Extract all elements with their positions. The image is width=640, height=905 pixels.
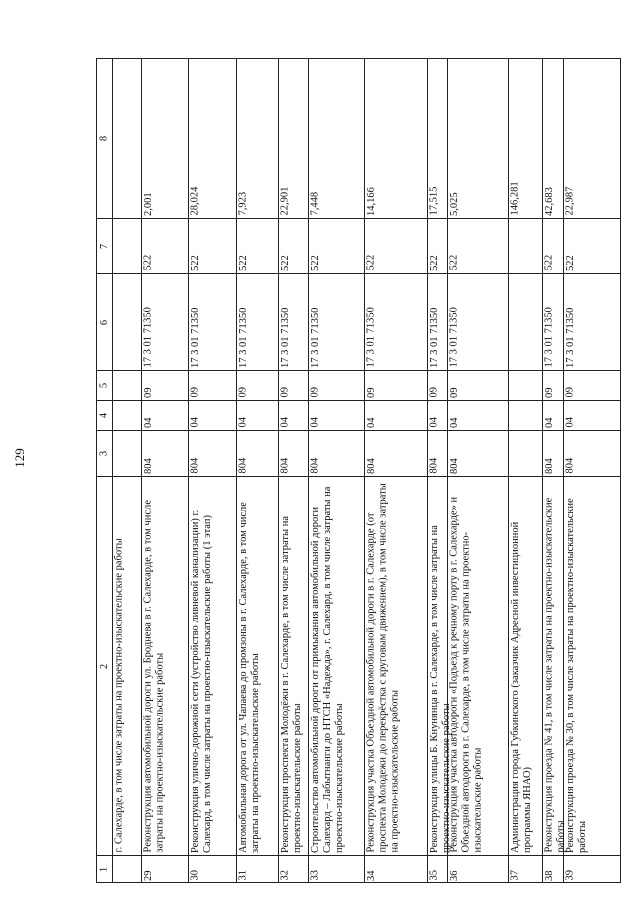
row-number: 38: [543, 870, 555, 881]
row-code-6: [113, 277, 141, 368]
row-number: 39: [564, 870, 576, 881]
row-code-5: 09: [279, 387, 291, 398]
column-header-7: 7: [98, 243, 110, 249]
row-number: 29: [142, 870, 154, 881]
row-code-3: 804: [564, 457, 576, 474]
row-amount: 28,024: [189, 186, 201, 216]
row-amount: 2,001: [142, 191, 154, 216]
row-code-3: 804: [309, 457, 321, 474]
column-header-5: 5: [98, 382, 110, 389]
row-amount: 22,987: [564, 186, 576, 216]
row-code-3: 804: [189, 457, 201, 474]
row-code-4: 04: [142, 417, 154, 428]
column-header-8: 8: [98, 135, 110, 142]
row-name: Реконструкция проспекта Молодёжи в г. Салехарде, в том числе затраты на проектно-изыскательские работы: [279, 515, 303, 853]
row-code-5: [113, 374, 141, 398]
row-code-5: 09: [237, 387, 249, 398]
row-name: Строительство автомобильной дороги от примыкания автомобильной дороги Салехард – Лабытнанги до НТСН «Надежда», г. Салехард, в том числе затраты на проектно-изыскательские работы: [309, 486, 345, 853]
row-name: Реконструкция улицы Б. Кнунянца в г. Салехарде, в том числе затраты на проектно-изыскательские работы: [428, 524, 452, 853]
row-code-3: 804: [365, 457, 377, 474]
column-header-2: 2: [98, 663, 110, 669]
row-amount: 14,166: [365, 186, 377, 216]
row-name: Автомобильная дорога от ул. Чапаева до промзоны в г. Салехарде, в том числе затраты на проектно-изыскательские работы: [237, 501, 261, 853]
row-code-4: 04: [543, 417, 555, 428]
row-amount: 146,281: [509, 181, 521, 216]
row-amount: 5,025: [448, 191, 460, 216]
row-code-6: 17 3 01 71350: [189, 307, 201, 368]
budget-table: [96, 58, 621, 883]
row-code-4: [509, 404, 542, 428]
row-number: 30: [189, 870, 201, 881]
row-code-7: 522: [189, 254, 201, 271]
row-code-7: [113, 222, 141, 271]
row-code-6: 17 3 01 71350: [279, 307, 291, 368]
row-code-7: 522: [543, 254, 555, 271]
row-code-5: 09: [543, 387, 555, 398]
row-code-5: 09: [142, 387, 154, 398]
column-header-6: 6: [98, 319, 110, 325]
row-code-6: 17 3 01 71350: [428, 307, 440, 368]
row-code-4: 04: [309, 417, 321, 428]
row-code-5: 09: [365, 387, 377, 398]
row-code-3: 804: [448, 457, 460, 474]
page-number: 129: [12, 448, 27, 468]
row-code-4: 04: [448, 417, 460, 428]
row-number: 33: [309, 870, 321, 881]
row-name: г. Салехарде, в том числе затраты на проектно-изыскательские работы: [113, 538, 125, 853]
row-code-3: 804: [543, 457, 555, 474]
row-code-4: [113, 404, 141, 428]
row-code-6: 17 3 01 71350: [564, 307, 576, 368]
row-number: 36: [448, 870, 460, 881]
row-code-5: 09: [428, 387, 440, 398]
row-code-7: 522: [428, 254, 440, 271]
row-code-5: 09: [189, 387, 201, 398]
row-name: Реконструкция проезда № 41, в том числе затраты на проектно-изыскательские работы: [543, 497, 567, 853]
row-name: Реконструкция улично-дорожной сети (устройство ливневой канализации) г. Салехард, в том числе затраты на проектно-изыскательские работы (1 этап): [189, 509, 213, 853]
row-code-5: 09: [564, 387, 576, 398]
row-name: Реконструкция участка автодороги «Подъезд к речному порту в г. Салехарде» и Объездной автодороги в г. Салехарде, в том числе затраты на проектно-изыскательские работы: [448, 496, 484, 853]
row-code-7: [509, 222, 542, 271]
row-code-7: 522: [309, 254, 321, 271]
row-code-4: 04: [428, 417, 440, 428]
row-number: [113, 859, 141, 881]
row-code-5: 09: [448, 387, 460, 398]
row-code-6: 17 3 01 71350: [142, 307, 154, 368]
row-code-4: 04: [365, 417, 377, 428]
row-code-5: [509, 374, 542, 398]
row-code-3: [509, 434, 542, 474]
row-amount: 22,901: [279, 186, 291, 216]
row-code-4: 04: [189, 417, 201, 428]
row-number: 37: [509, 870, 521, 881]
row-name: Реконструкция проезда № 30, в том числе затраты на проектно-изыскательские работы: [564, 497, 588, 853]
row-code-4: 04: [279, 417, 291, 428]
row-code-4: 04: [564, 417, 576, 428]
column-header-1: 1: [98, 866, 110, 873]
row-number: 31: [237, 870, 249, 881]
row-code-6: 17 3 01 71350: [543, 307, 555, 368]
row-name: Администрация города Губкинского (заказчик Адресной инвестиционной программы ЯНАО): [509, 521, 533, 853]
row-code-7: 522: [237, 254, 249, 271]
row-code-4: 04: [237, 417, 249, 428]
row-code-6: 17 3 01 71350: [365, 307, 377, 368]
row-code-3: 804: [237, 457, 249, 474]
row-amount: 17,515: [428, 186, 440, 216]
row-code-3: 804: [428, 457, 440, 474]
row-amount: 42,683: [543, 186, 555, 216]
row-code-6: 17 3 01 71350: [237, 307, 249, 368]
row-number: 35: [428, 870, 440, 881]
row-name: Реконструкция автомобильной дороги ул. Броднева в г. Салехарде, в том числе затраты на проектно-изыскательские работы: [142, 500, 166, 853]
row-number: 32: [279, 870, 291, 881]
row-amount: 7,923: [237, 191, 249, 216]
row-code-6: 17 3 01 71350: [309, 307, 321, 368]
row-code-7: 522: [365, 254, 377, 271]
column-header-4: 4: [98, 412, 110, 419]
row-code-7: 522: [142, 254, 154, 271]
row-code-6: [509, 277, 542, 368]
row-amount: [113, 62, 141, 216]
column-header-3: 3: [98, 450, 110, 457]
row-amount: 7,448: [309, 191, 321, 216]
row-number: 34: [365, 870, 377, 881]
row-code-7: 522: [279, 254, 291, 271]
row-code-5: 09: [309, 387, 321, 398]
row-code-3: 804: [142, 457, 154, 474]
row-code-7: 522: [564, 254, 576, 271]
row-code-7: 522: [448, 254, 460, 271]
row-code-6: 17 3 01 71350: [448, 307, 460, 368]
row-name: Реконструкция участка Объездной автомобильной дороги в г. Салехарде (от проспекта Молодежи до перекрёстка с круговым движением), в том числе затраты на проектно-изыскательские работы: [365, 483, 401, 853]
row-code-3: 804: [279, 457, 291, 474]
row-code-3: [113, 434, 141, 474]
